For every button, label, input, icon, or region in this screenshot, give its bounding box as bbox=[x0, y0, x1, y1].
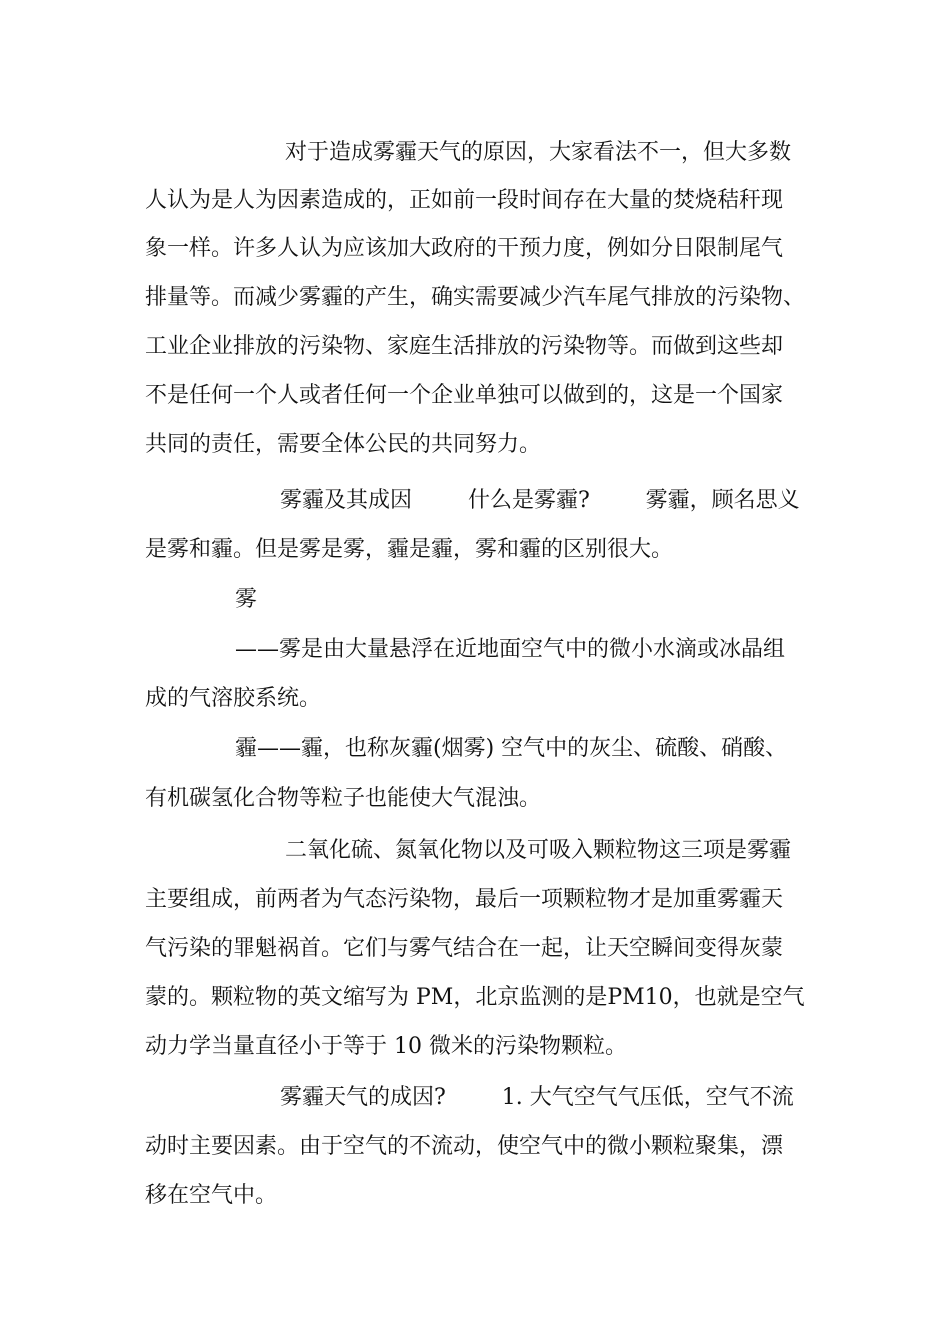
text-line: 气污染的罪魁祸首。它们与雾气结合在一起，让天空瞬间变得灰蒙 bbox=[145, 936, 784, 961]
text-line: 成的气溶胶系统。 bbox=[145, 686, 322, 711]
text-line: 移在空气中。 bbox=[145, 1183, 278, 1208]
text-line: ——雾是由大量悬浮在近地面空气中的微小水滴或冰晶组 bbox=[235, 637, 786, 662]
text-line: 主要组成，前两者为气态污染物，最后一项颗粒物才是加重雾霾天 bbox=[145, 887, 784, 912]
text-line: 二氧化硫、氮氧化物以及可吸入颗粒物这三项是雾霾 bbox=[285, 838, 792, 863]
text-line: 排量等。而减少雾霾的产生，确实需要减少汽车尾气排放的污染物、 bbox=[145, 285, 806, 310]
text-line: 动力学当量直径小于等于 10 微米的污染物颗粒。 bbox=[145, 1034, 627, 1059]
text-line: 雾霾及其成因 什么是雾霾? 雾霾，顾名思义 bbox=[280, 488, 800, 513]
text-line: 不是任何一个人或者任何一个企业单独可以做到的，这是一个国家 bbox=[145, 383, 784, 408]
text-line: 动时主要因素。由于空气的不流动，使空气中的微小颗粒聚集，漂 bbox=[145, 1134, 784, 1159]
text-line: 雾霾天气的成因? 1. 大气空气气压低，空气不流 bbox=[280, 1085, 794, 1110]
text-line: 工业企业排放的污染物、家庭生活排放的污染物等。而做到这些却 bbox=[145, 334, 784, 359]
text-line: 人认为是人为因素造成的，正如前一段时间存在大量的焚烧秸秆现 bbox=[145, 188, 784, 213]
text-line: 雾 bbox=[235, 587, 258, 612]
text-line: 有机碳氢化合物等粒子也能使大气混浊。 bbox=[145, 786, 542, 811]
text-line: 对于造成雾霾天气的原因，大家看法不一，但大多数 bbox=[285, 140, 792, 165]
text-line: 象一样。许多人认为应该加大政府的干预力度，例如分日限制尾气 bbox=[145, 236, 784, 261]
text-line: 蒙的。颗粒物的英文缩写为 PM，北京监测的是PM10，也就是空气 bbox=[145, 985, 805, 1010]
text-line: 霾——霾，也称灰霾(烟雾) 空气中的灰尘、硫酸、硝酸、 bbox=[235, 736, 788, 761]
text-line: 共同的责任，需要全体公民的共同努力。 bbox=[145, 432, 542, 457]
text-line: 是雾和霾。但是雾是雾，霾是霾，雾和霾的区别很大。 bbox=[145, 537, 674, 562]
